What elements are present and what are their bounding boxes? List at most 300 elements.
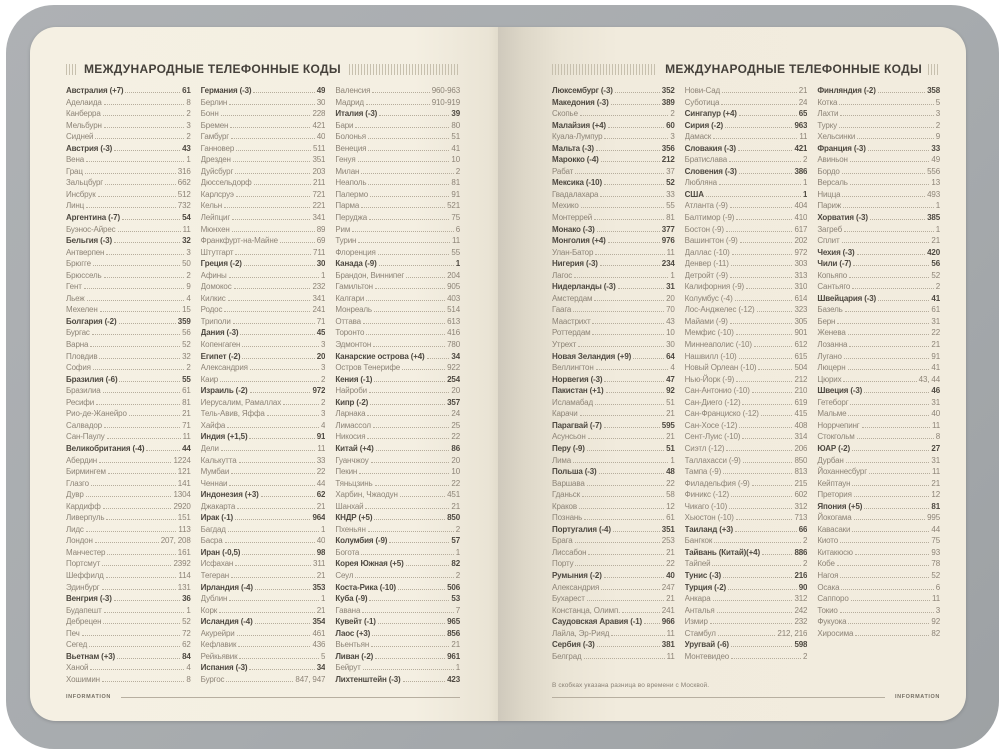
entry-label: Печ bbox=[66, 628, 80, 638]
entry-label: Пекин bbox=[335, 467, 358, 477]
entry-code: 24 bbox=[451, 409, 461, 419]
dot-leader bbox=[221, 450, 316, 451]
code-entry bbox=[335, 177, 460, 189]
entry-label: Копенгаген bbox=[200, 340, 241, 350]
code-entry bbox=[685, 501, 808, 513]
code-entry bbox=[552, 143, 675, 155]
entry-label: Польша (-3) bbox=[552, 467, 597, 477]
dot-leader bbox=[103, 115, 185, 116]
code-entry bbox=[817, 385, 940, 397]
code-entry bbox=[685, 316, 808, 328]
entry-label: Штутгарт bbox=[200, 247, 234, 257]
dot-leader bbox=[857, 438, 934, 439]
code-entry bbox=[685, 235, 808, 247]
entry-code: 52 bbox=[182, 617, 191, 627]
code-entry bbox=[201, 293, 326, 305]
entry-code: 81 bbox=[666, 213, 675, 223]
entry-label: Лос-Анджелес (-12) bbox=[684, 305, 755, 315]
entry-label: Австралия (+7) bbox=[66, 86, 124, 95]
code-entry bbox=[335, 651, 460, 663]
entry-code: 351 bbox=[312, 155, 326, 165]
dot-leader bbox=[95, 138, 184, 139]
entry-label: Варна bbox=[66, 340, 89, 350]
entry-label: Глазго bbox=[66, 478, 89, 488]
entry-code: 910-919 bbox=[431, 97, 461, 107]
entry-label: Афины bbox=[200, 270, 227, 280]
entry-label: Ганновер bbox=[200, 143, 235, 153]
code-entry bbox=[552, 281, 675, 293]
entry-code: 1224 bbox=[173, 455, 191, 465]
dot-leader bbox=[573, 462, 668, 463]
entry-code: 2 bbox=[455, 570, 461, 580]
entry-label: Льеж bbox=[66, 293, 85, 303]
entry-label: Куба (-9) bbox=[335, 594, 368, 604]
dot-leader bbox=[280, 242, 315, 243]
entry-code: 2 bbox=[186, 132, 191, 142]
entry-code: 44 bbox=[182, 443, 191, 453]
entry-label: Индия (+1,5) bbox=[200, 432, 248, 442]
dot-leader bbox=[104, 427, 180, 428]
entry-code: 423 bbox=[447, 674, 461, 684]
entry-code: 82 bbox=[451, 559, 461, 569]
dot-leader bbox=[852, 450, 929, 451]
code-entry bbox=[201, 258, 326, 270]
entry-code: 922 bbox=[447, 363, 461, 373]
entry-code: 11 bbox=[666, 628, 675, 638]
entry-label: Копьяпо bbox=[817, 270, 848, 280]
code-entry bbox=[685, 293, 808, 305]
code-entry bbox=[201, 489, 326, 501]
code-entry bbox=[685, 258, 808, 270]
dot-leader bbox=[762, 554, 792, 555]
entry-label: Кефлавик bbox=[200, 640, 237, 650]
entry-code: 964 bbox=[312, 513, 326, 523]
entry-label: Дюссельдорф bbox=[200, 178, 252, 188]
code-entry bbox=[552, 120, 675, 132]
dot-leader bbox=[608, 242, 660, 243]
code-entry bbox=[335, 166, 460, 178]
entry-label: Лимассол bbox=[335, 420, 371, 430]
entry-code: 21 bbox=[316, 501, 326, 511]
dot-leader bbox=[732, 254, 793, 255]
dot-leader bbox=[369, 600, 449, 601]
entry-code: 50 bbox=[182, 259, 191, 269]
code-entry bbox=[66, 351, 191, 363]
entry-code: 49 bbox=[931, 155, 941, 165]
dot-leader bbox=[100, 311, 180, 312]
code-entry bbox=[552, 558, 675, 570]
entry-code: 92 bbox=[931, 617, 941, 627]
dot-leader bbox=[86, 531, 177, 532]
dot-leader bbox=[855, 554, 930, 555]
entry-code: 11 bbox=[932, 467, 941, 477]
entry-code: 9 bbox=[935, 132, 941, 142]
dot-leader bbox=[597, 231, 660, 232]
code-entry bbox=[817, 304, 940, 316]
code-entry bbox=[201, 85, 326, 97]
code-entry bbox=[201, 212, 326, 224]
entry-label: Финляндия (-2) bbox=[817, 86, 876, 95]
entry-label: Германия (-3) bbox=[200, 86, 252, 95]
code-entry bbox=[66, 512, 191, 524]
entry-code: 22 bbox=[451, 432, 461, 442]
entry-code: 141 bbox=[177, 478, 191, 488]
dot-leader bbox=[580, 415, 664, 416]
entry-code: 91 bbox=[451, 189, 461, 199]
code-entry bbox=[201, 651, 326, 663]
code-entry bbox=[66, 154, 191, 166]
entry-code: 323 bbox=[794, 305, 808, 315]
entry-label: Бельгия (-3) bbox=[66, 236, 112, 246]
entry-label: Буэнос-Айрес bbox=[66, 224, 116, 234]
entry-label: Лидс bbox=[66, 524, 84, 534]
dot-leader bbox=[587, 485, 664, 486]
code-entry bbox=[685, 558, 808, 570]
entry-label: Чикаго (-10) bbox=[684, 501, 728, 511]
entry-code: 377 bbox=[661, 224, 675, 234]
entry-code: 20 bbox=[451, 455, 461, 465]
entry-label: Колумбия (-9) bbox=[335, 536, 388, 546]
dot-leader bbox=[267, 415, 319, 416]
code-entry bbox=[552, 131, 675, 143]
entry-label: Джакарта bbox=[200, 501, 236, 511]
dot-leader bbox=[752, 485, 793, 486]
code-entry bbox=[335, 512, 460, 524]
entry-label: Мексика (-10) bbox=[552, 178, 602, 188]
entry-label: Даллас (-10) bbox=[684, 247, 730, 257]
entry-label: Монтевидео bbox=[684, 651, 730, 661]
entry-code: 410 bbox=[794, 213, 808, 223]
entry-label: Акурейри bbox=[200, 628, 235, 638]
code-entry bbox=[66, 189, 191, 201]
dot-leader bbox=[853, 265, 929, 266]
entry-label: Миннеаполис (-10) bbox=[684, 340, 752, 350]
dot-leader bbox=[368, 150, 449, 151]
code-entry bbox=[66, 616, 191, 628]
entry-code: 210 bbox=[794, 386, 808, 396]
code-entry bbox=[685, 154, 808, 166]
dot-leader bbox=[608, 127, 664, 128]
code-entry bbox=[817, 166, 940, 178]
code-entry bbox=[66, 200, 191, 212]
code-entry bbox=[66, 501, 191, 513]
entry-code: 2 bbox=[186, 270, 191, 280]
entry-code: 3 bbox=[321, 363, 326, 373]
dot-leader bbox=[848, 369, 930, 370]
entry-code: 965 bbox=[447, 617, 461, 627]
dot-leader bbox=[95, 542, 159, 543]
code-entry bbox=[335, 605, 460, 617]
code-entry bbox=[335, 270, 460, 282]
entry-label: Македония (-3) bbox=[552, 97, 609, 107]
code-entry bbox=[685, 455, 808, 467]
entry-label: Кельн bbox=[200, 201, 223, 211]
code-entry bbox=[335, 247, 460, 259]
dot-leader bbox=[118, 231, 181, 232]
entry-code: 33 bbox=[666, 189, 675, 199]
entry-label: Кавасаки bbox=[817, 524, 851, 534]
code-entry bbox=[817, 339, 940, 351]
entry-code: 961 bbox=[447, 651, 461, 661]
code-entry bbox=[66, 651, 191, 663]
entry-label: Ченнаи bbox=[200, 478, 228, 488]
code-entry bbox=[201, 674, 326, 686]
entry-label: Дувр bbox=[66, 490, 84, 500]
code-entry bbox=[335, 281, 460, 293]
entry-label: Кардифф bbox=[66, 501, 101, 511]
dot-leader bbox=[719, 184, 801, 185]
entry-code: 21 bbox=[666, 547, 675, 557]
dot-leader bbox=[358, 161, 450, 162]
code-entry bbox=[552, 628, 675, 640]
code-entry bbox=[201, 120, 326, 132]
entry-code: 55 bbox=[182, 374, 191, 384]
code-entry bbox=[817, 616, 940, 628]
code-entry bbox=[552, 443, 675, 455]
code-entry bbox=[335, 524, 460, 536]
entry-code: 40 bbox=[931, 409, 941, 419]
entry-code: 313 bbox=[794, 270, 808, 280]
entry-code: 403 bbox=[447, 293, 461, 303]
entry-code: 81 bbox=[451, 178, 461, 188]
dot-leader bbox=[87, 300, 185, 301]
entry-code: 10 bbox=[666, 328, 675, 338]
code-entry bbox=[66, 166, 191, 178]
entry-code: 51 bbox=[451, 132, 461, 142]
code-entry bbox=[335, 304, 460, 316]
entry-code: 151 bbox=[177, 513, 191, 523]
code-entry bbox=[201, 478, 326, 490]
code-entry bbox=[817, 593, 940, 605]
entry-label: Дрезден bbox=[200, 155, 231, 165]
dot-leader bbox=[231, 577, 315, 578]
information-label: INFORMATION bbox=[895, 694, 940, 700]
entry-code: 316 bbox=[177, 166, 191, 176]
entry-code: 514 bbox=[447, 305, 461, 315]
dot-leader bbox=[253, 92, 314, 93]
code-entry bbox=[335, 616, 460, 628]
code-entry bbox=[552, 235, 675, 247]
entry-code: 40 bbox=[316, 132, 326, 142]
entry-code: 3 bbox=[186, 120, 191, 130]
code-entry bbox=[552, 108, 675, 120]
code-entry bbox=[201, 570, 326, 582]
entry-label: Ханой bbox=[66, 663, 89, 673]
entry-label: Уругвай (-6) bbox=[684, 640, 729, 650]
entry-code: 75 bbox=[451, 213, 461, 223]
code-entry bbox=[552, 293, 675, 305]
dot-leader bbox=[613, 531, 660, 532]
dot-leader bbox=[846, 462, 930, 463]
dot-leader bbox=[103, 392, 180, 393]
entry-code: 3 bbox=[935, 605, 941, 615]
entry-code: 212, 216 bbox=[777, 628, 808, 638]
entry-label: Йоханнесбург bbox=[817, 467, 867, 477]
entry-label: Анкара bbox=[684, 594, 711, 604]
dot-leader bbox=[375, 288, 445, 289]
entry-code: 11 bbox=[317, 443, 326, 453]
entry-code: 972 bbox=[794, 247, 808, 257]
entry-label: Таиланд (+3) bbox=[684, 524, 734, 534]
footer-rule bbox=[552, 697, 885, 698]
code-entry bbox=[552, 166, 675, 178]
entry-code: 1 bbox=[670, 270, 675, 280]
code-entry bbox=[817, 420, 940, 432]
entry-label: Чехия (-3) bbox=[817, 247, 855, 257]
entry-label: Португалия (-4) bbox=[552, 524, 611, 534]
entry-label: Бремен bbox=[200, 120, 229, 130]
entry-label: Антверпен bbox=[66, 247, 105, 257]
entry-label: Варшава bbox=[552, 478, 585, 488]
code-entry bbox=[201, 512, 326, 524]
code-entry bbox=[817, 281, 940, 293]
entry-code: 41 bbox=[931, 293, 941, 303]
dot-leader bbox=[584, 658, 665, 659]
dot-leader bbox=[379, 265, 454, 266]
entry-label: Багдад bbox=[200, 524, 226, 534]
entry-label: Брюссель bbox=[66, 270, 102, 280]
dot-leader bbox=[595, 254, 664, 255]
entry-code: 228 bbox=[312, 109, 326, 119]
code-entry bbox=[335, 97, 460, 109]
entry-code: 11 bbox=[182, 432, 191, 442]
page-title: МЕЖДУНАРОДНЫЕ ТЕЛЕФОННЫЕ КОДЫ bbox=[665, 62, 922, 76]
dot-leader bbox=[82, 635, 180, 636]
entry-label: Тайвань (Китай)(+4) bbox=[684, 547, 760, 557]
entry-label: Сан-Паулу bbox=[66, 432, 105, 442]
entry-code: 357 bbox=[447, 397, 461, 407]
entry-label: Исламабад bbox=[552, 397, 593, 407]
entry-code: 53 bbox=[451, 594, 461, 604]
entry-label: Словакия (-3) bbox=[684, 143, 736, 153]
dot-leader bbox=[848, 334, 930, 335]
dot-leader bbox=[237, 635, 311, 636]
code-entry bbox=[552, 605, 675, 617]
dot-leader bbox=[600, 265, 660, 266]
entry-code: 44 bbox=[931, 524, 941, 534]
entry-label: Карлсруэ bbox=[200, 189, 234, 199]
dot-leader bbox=[594, 300, 664, 301]
entry-label: Измир bbox=[684, 617, 708, 627]
code-entry bbox=[201, 189, 326, 201]
entry-code: 662 bbox=[177, 178, 191, 188]
entry-code: 61 bbox=[666, 513, 675, 523]
entry-code: 41 bbox=[931, 363, 941, 373]
code-entry bbox=[552, 385, 675, 397]
dot-leader bbox=[580, 115, 668, 116]
entry-label: Болонья bbox=[335, 132, 366, 142]
entry-label: Ницца bbox=[817, 189, 841, 199]
dot-leader bbox=[129, 415, 180, 416]
dot-leader bbox=[600, 196, 664, 197]
entry-label: Тампа (-9) bbox=[684, 467, 722, 477]
code-entry bbox=[817, 316, 940, 328]
dot-leader bbox=[114, 242, 180, 243]
entry-code: 49 bbox=[316, 86, 326, 95]
page-footer-right bbox=[552, 693, 940, 701]
entry-code: 1 bbox=[321, 270, 326, 280]
entry-label: Сидней bbox=[66, 132, 94, 142]
dot-leader bbox=[122, 219, 180, 220]
code-entry bbox=[201, 154, 326, 166]
dot-leader bbox=[714, 542, 801, 543]
dot-leader bbox=[104, 612, 185, 613]
dot-leader bbox=[374, 311, 445, 312]
entry-code: 408 bbox=[794, 420, 808, 430]
entry-label: Веллингтон bbox=[552, 363, 594, 373]
code-entry bbox=[685, 177, 808, 189]
entry-code: 30 bbox=[316, 97, 326, 107]
entry-label: Мехико bbox=[552, 201, 579, 211]
entry-code: 314 bbox=[794, 432, 808, 442]
dot-leader bbox=[736, 334, 793, 335]
entry-code: 13 bbox=[931, 178, 941, 188]
code-entry bbox=[552, 85, 675, 97]
code-entry bbox=[201, 443, 326, 455]
code-entry bbox=[201, 270, 326, 282]
dot-leader bbox=[239, 658, 319, 659]
code-entry bbox=[685, 582, 808, 594]
entry-label: Лима bbox=[552, 455, 572, 465]
code-entry bbox=[817, 582, 940, 594]
entry-label: Болгария (-2) bbox=[66, 316, 117, 326]
dot-leader bbox=[848, 415, 929, 416]
entry-code: 8 bbox=[186, 97, 191, 107]
entry-code: 43 bbox=[666, 316, 675, 326]
entry-label: Берлин bbox=[200, 97, 228, 107]
entry-code: 32 bbox=[182, 236, 191, 246]
dot-leader bbox=[644, 623, 660, 624]
entry-code: 614 bbox=[794, 293, 808, 303]
dot-leader bbox=[370, 196, 449, 197]
entry-code: 2 bbox=[935, 120, 941, 130]
entry-label: Коста-Рика (-10) bbox=[335, 582, 396, 592]
dot-leader bbox=[618, 288, 664, 289]
dot-leader bbox=[857, 254, 926, 255]
dot-leader bbox=[106, 519, 175, 520]
entry-code: 21 bbox=[798, 86, 808, 95]
code-entry bbox=[66, 605, 191, 617]
entry-code: 2 bbox=[455, 524, 461, 534]
code-entry bbox=[66, 108, 191, 120]
dot-leader bbox=[731, 646, 792, 647]
code-entry bbox=[335, 489, 460, 501]
dot-leader bbox=[229, 277, 319, 278]
dot-leader bbox=[855, 635, 929, 636]
entry-code: 51 bbox=[666, 397, 675, 407]
dot-leader bbox=[98, 196, 176, 197]
code-entry bbox=[201, 501, 326, 513]
entry-code: 2 bbox=[321, 397, 326, 407]
code-entry bbox=[66, 293, 191, 305]
hatch-decoration bbox=[349, 64, 460, 75]
entry-label: Брага bbox=[552, 536, 573, 546]
dot-leader bbox=[743, 462, 793, 463]
entry-label: Люцерн bbox=[817, 363, 846, 373]
entry-code: 972 bbox=[312, 386, 326, 396]
dot-leader bbox=[367, 438, 449, 439]
entry-code: 61 bbox=[182, 386, 191, 396]
entry-code: 3 bbox=[321, 340, 326, 350]
dot-leader bbox=[574, 277, 668, 278]
code-entry bbox=[66, 397, 191, 409]
page-header-right bbox=[552, 62, 940, 76]
entry-code: 31 bbox=[666, 282, 675, 292]
entry-label: Чили (-7) bbox=[817, 259, 852, 269]
entry-code: 55 bbox=[666, 201, 675, 211]
code-entry bbox=[201, 547, 326, 559]
entry-label: Сегед bbox=[66, 640, 88, 650]
